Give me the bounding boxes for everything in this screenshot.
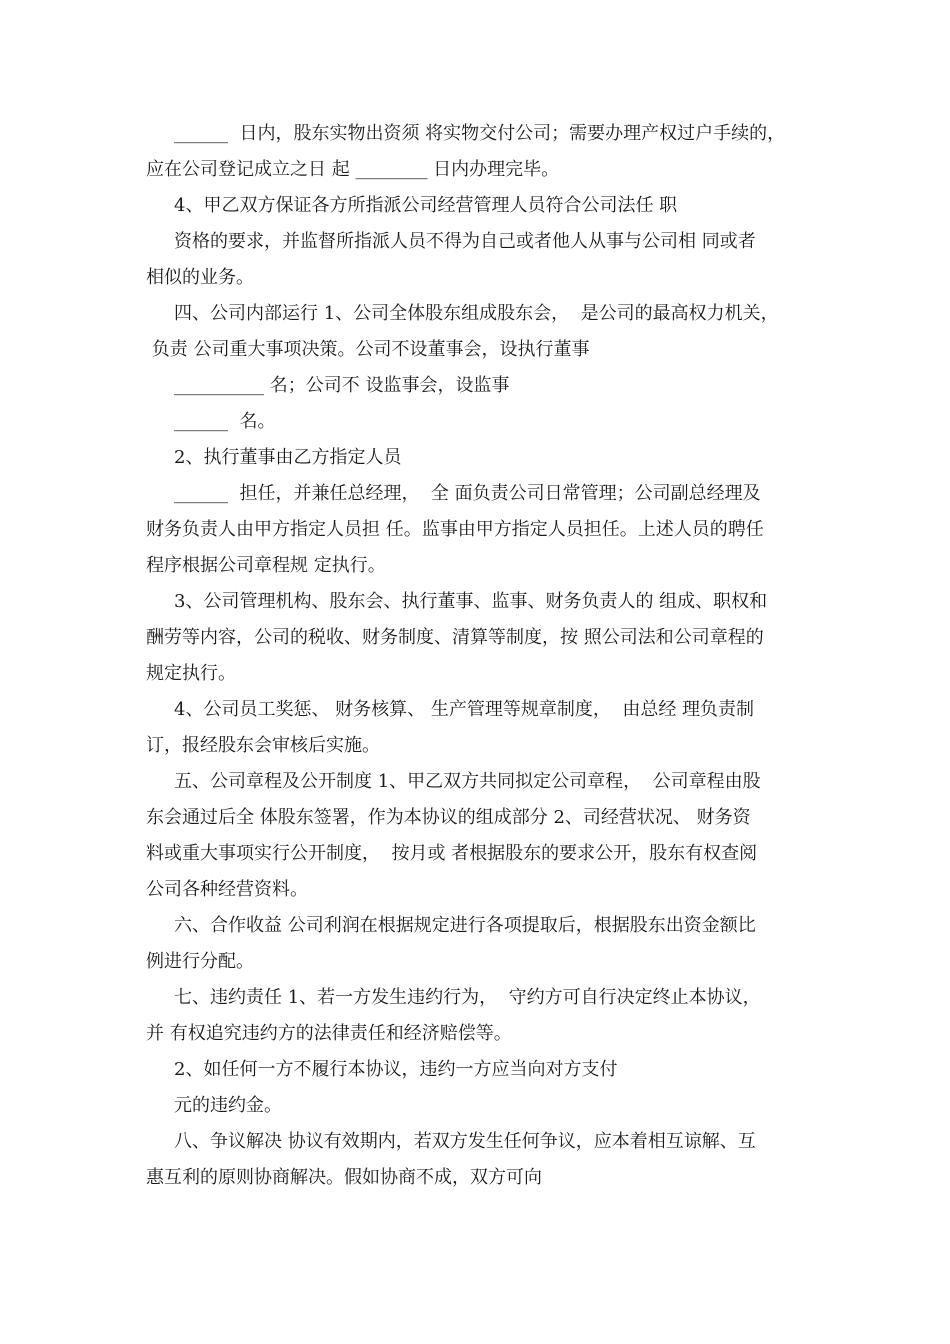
text-line: 公司各种经营资料。 [146,879,308,900]
text-line: 五、公司章程及公开制度 1、甲乙双方共同拟定公司章程， 公司章程由股 [174,771,761,792]
text-line: 财务负责人由甲方指定人员担 任。监事由甲方指定人员担任。上述人员的聘任 [146,519,764,540]
text-line: 八、争议解决 协议有效期内，若双方发生任何争议，应本着相互谅解、互 [174,1131,756,1152]
text-line: 程序根据公司章程规 定执行。 [146,555,386,576]
text-line: 订，报经股东会审核后实施。 [146,735,380,756]
text-line: 4、甲乙双方保证各方所指派公司经营管理人员符合公司法任 职 [174,195,678,216]
text-line: ______ 日内，股东实物出资须 将实物交付公司；需要办理产权过户手续的， [174,123,786,144]
text-line: 七、违约责任 1、若一方发生违约行为， 守约方可自行决定终止本协议， [174,987,761,1008]
text-line: 规定执行。 [146,663,236,684]
text-line: 2、执行董事由乙方指定人员 [174,447,402,468]
text-line: 酬劳等内容，公司的税收、财务制度、清算等制度，按 照公司法和公司章程的 [146,627,764,648]
text-line: ______ 担任，并兼任总经理， 全 面负责公司日常管理；公司副总经理及 [174,483,761,504]
text-line: 六、合作收益 公司利润在根据规定进行各项提取后，根据股东出资金额比 [174,915,756,936]
text-line: 并 有权追究违约方的法律责任和经济赔偿等。 [146,1023,512,1044]
text-line: 资格的要求，并监督所指派人员不得为自己或者他人从事与公司相 同或者 [174,231,756,252]
text-line: ______ 名。 [174,411,276,432]
text-line: 3、公司管理机构、股东会、执行董事、监事、财务负责人的 组成、职权和 [174,591,768,612]
text-line: 应在公司登记成立之日 起 ________ 日内办理完毕。 [146,159,560,180]
text-line: 相似的业务。 [146,267,254,288]
text-line: 2、如任何一方不履行本协议，违约一方应当向对方支付 [174,1059,618,1080]
text-line: 例进行分配。 [146,951,254,972]
text-line: 料或重大事项实行公开制度， 按月或 者根据股东的要求公开，股东有权查阅 [146,843,758,864]
text-line: __________ 名；公司不 设监事会，设监事 [174,375,510,396]
text-line: 四、公司内部运行 1、公司全体股东组成股东会， 是公司的最高权力机关， [174,303,779,324]
text-line: 东会通过后全 体股东签署，作为本协议的组成部分 2、司经营状况、 财务资 [146,807,751,828]
text-line: 惠互利的原则协商解决。假如协商不成，双方可向 [146,1167,542,1188]
text-line: 元的违约金。 [174,1095,282,1116]
text-line: 4、公司员工奖惩、 财务核算、 生产管理等规章制度， 由总经 理负责制 [174,699,755,720]
text-line: 负责 公司重大事项决策。公司不设董事会，设执行董事 [146,339,590,360]
